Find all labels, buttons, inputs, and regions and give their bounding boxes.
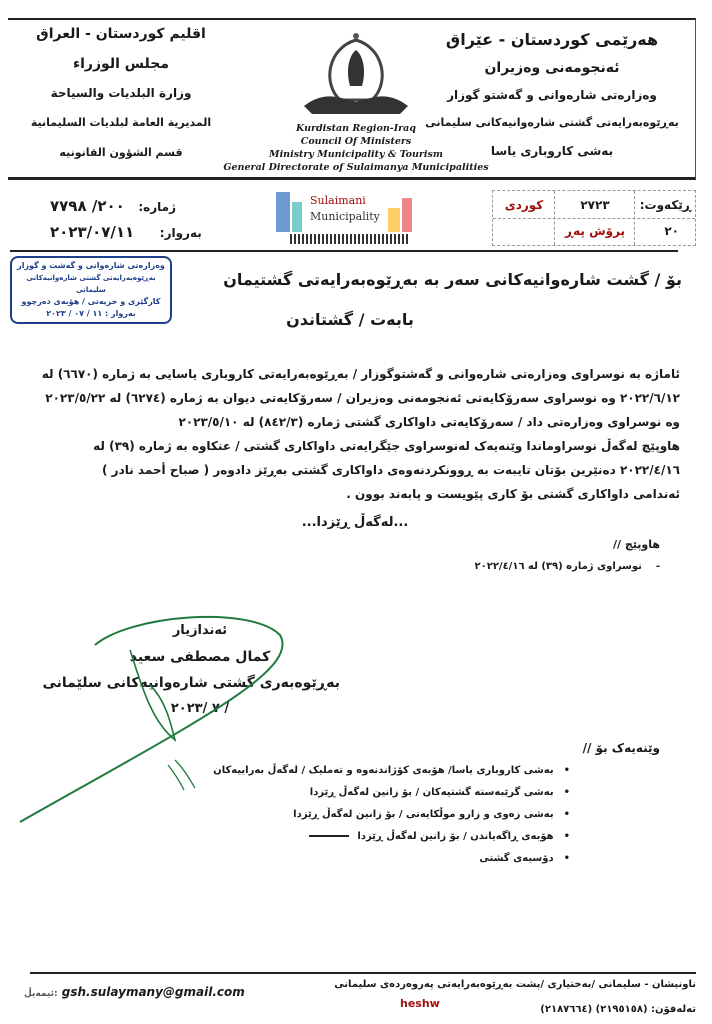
logo-text: Sulaimani [310, 194, 366, 207]
recipient-line: بۆ / گشت شارەوانیەکانی سەر بە بەڕێوەبەرایەتی گشتیمان [223, 270, 682, 289]
signatory-name: کمال مصطفى سعيد [129, 649, 271, 665]
arabic-line: وزارة البلديات والسياحة [50, 86, 192, 100]
kurdish-line: هەرێمی کوردستان - عێراق [445, 30, 659, 49]
body-line: ئاماژە بە نوسراوی وەزارەتی شارەوانی و گەشتوگوزار / بەڕێوەبەرایەتی کاروباری یاسایی بە ژمارە (٦٦٧٠) لە [41, 367, 680, 381]
number-value: ٢٠٠/ ٧٧٩٨ [50, 197, 125, 215]
copy-recipient: بەشی کاروباری یاسا/ هۆبەی کۆژاندنەوە و تەملیک / لەگەڵ بەراییەکان [213, 765, 554, 776]
outgoing-stamp [10, 256, 172, 324]
body-line: وە نوسراوی وەزارەتی داد / سەرۆکایەتی داواکاری گشتی ژمارە (٨٤٢/٣) لە ٢٠٢٣/٥/١٠ [178, 415, 680, 429]
language-label: کوردی [504, 198, 544, 212]
document-type: پرۆش پەڕ [564, 224, 626, 238]
copies-heading: وێنەیەک بۆ // [582, 741, 660, 755]
body-line: ٢٠٢٢/٤/١٦ دەنێرین بۆتان تایبەت بە ڕوونکردنەوەی داواکاری گشتی بەڕێز دادوەر ( صباح أحمد نادر ) [102, 463, 680, 477]
signature-date: / ٧ /٢٠٢٣ [170, 701, 230, 716]
number-label: ژمارە: [138, 200, 177, 214]
kurdish-line: ئەنجومەنی وەزیران [484, 60, 620, 76]
english-line: Kurdistan Region-Iraq [296, 123, 416, 134]
signatory-title: ئەندازیار [172, 623, 228, 638]
letter-body [30, 362, 680, 506]
subject-line: بابەت / گشتاندن [286, 310, 414, 329]
kurdish-line: وەزارەتی شارەوانی و گەشتو گوزار [447, 88, 657, 102]
letterhead-arabic [14, 26, 228, 176]
stamp-line: بەروار : ١١ / ٠٧ / ٢٠٢٣ [46, 309, 136, 318]
handwritten-note: heshw [400, 997, 440, 1010]
copy-recipient-item [30, 826, 570, 848]
arabic-line: المديرية العامة لبلديات السليمانية [30, 116, 212, 129]
copies-list [30, 760, 680, 870]
english-line: Ministry Municipality & Tourism [269, 149, 443, 160]
footer-email [24, 985, 245, 999]
body-line: ئەندامی داواکاری گشتی بۆ کاری پێویست و پابەند بوون . [346, 487, 680, 501]
copy-recipient-item [30, 782, 570, 804]
footer-address: ناونیشان - سلیمانی /بەختیاری /پشت بەڕێوەبەرایەتی پەروەردەی سلیمانی [334, 979, 696, 990]
letter-content [30, 362, 680, 870]
copy-recipient-item [30, 848, 570, 870]
signatory-position: بەڕێوەبەری گشتی شارەوانیەکانی سلێمانی [42, 675, 340, 691]
copy-recipient: بەشی زەوی و زارو موڵکایەتی / بۆ زانین لەگەڵ ڕێزدا [293, 809, 554, 820]
registry-table [492, 190, 696, 246]
kurdistan-emblem-icon [300, 28, 412, 118]
registry-code: ٢٧٢٣ [580, 198, 610, 212]
signature-block [42, 618, 340, 722]
stamp-line: وەزارەتی شارەوانی و گەشت و گوزار [17, 261, 165, 270]
pen-strike-mark [309, 835, 349, 837]
copy-recipient: بەشی گرێبەستە گشتیەکان / بۆ زانین لەگەڵ ڕێزدا [309, 787, 554, 798]
arabic-line: قسم الشؤون القانونيه [59, 146, 183, 159]
attachment-item [30, 556, 660, 578]
header-divider [10, 250, 678, 252]
footer-phone: تەلەفۆن: (٢١٩٥١٥٨) (٢١٨٧٦٦٤) [540, 1004, 696, 1015]
page-count: ٢٠ [664, 224, 679, 238]
registry-label: ڕێکەوت: [639, 198, 691, 212]
kurdish-line: بەشی کاروباری یاسا [490, 144, 614, 158]
english-line: General Directorate of Sulaimanya Municipalities [223, 162, 489, 173]
copy-recipient-item [30, 760, 570, 782]
kurdish-line: بەڕێوەبەرایەتی گشتی شارەوانیەکانی سلیمانی [425, 116, 679, 129]
logo-text: Municipality [310, 210, 380, 223]
date-value: ٢٠٢٣/٠٧/١١ [50, 223, 135, 241]
attachment-heading: هاوپێچ // [612, 538, 660, 551]
arabic-line: مجلس الوزراء [72, 56, 170, 72]
english-line: Council Of Ministers [300, 136, 412, 147]
copy-recipient: هۆبەی ڕاگەیاندن / بۆ زانین لەگەڵ ڕێزدا [357, 831, 554, 842]
date-label: بەروار: [159, 226, 202, 240]
email-label: ئیمەیڵ: [24, 989, 58, 999]
footer-divider [30, 972, 696, 974]
closing: ...لەگەڵ ڕێزدا... [301, 515, 409, 530]
attachment-text: نوسراوی ژمارە (٣٩) لە ٢٠٢٢/٤/١٦ [474, 561, 642, 572]
stamp-line: کارگێری و خزیەتی / هۆبەی دەرچوو [21, 297, 161, 306]
stamp-line: بەڕێوەبەرایەتی گشتی شارەوانیەکانی سلیمانی [26, 274, 156, 294]
reference-date [50, 222, 202, 241]
email-address: gsh.sulaymany@gmail.com [61, 985, 245, 999]
dash: - [641, 561, 660, 572]
sulaimani-municipality-logo [272, 188, 432, 244]
arabic-line: اقليم كوردستان - العراق [36, 26, 206, 42]
copy-recipient: دۆسیەی گشتی [479, 853, 554, 864]
reference-number [50, 196, 176, 215]
copy-recipient-item [30, 804, 570, 826]
body-line: ٢٠٢٢/٦/١٢ وە نوسراوی سەرۆکایەتی ئەنجومەنی وەزیران / سەرۆکایەتی دیوان بە ژمارە (٦٢٧٤) لە ٢٠٢٣/٥/٢٢ [45, 391, 680, 405]
body-line: هاوپێچ لەگەڵ نوسراوماندا وێنەیەک لەنوسراوی جێگرایەتی داواکاری گشتی / عنکاوە بە ژمارە (٣٩) لە [93, 439, 680, 453]
letterhead-english [221, 122, 491, 174]
